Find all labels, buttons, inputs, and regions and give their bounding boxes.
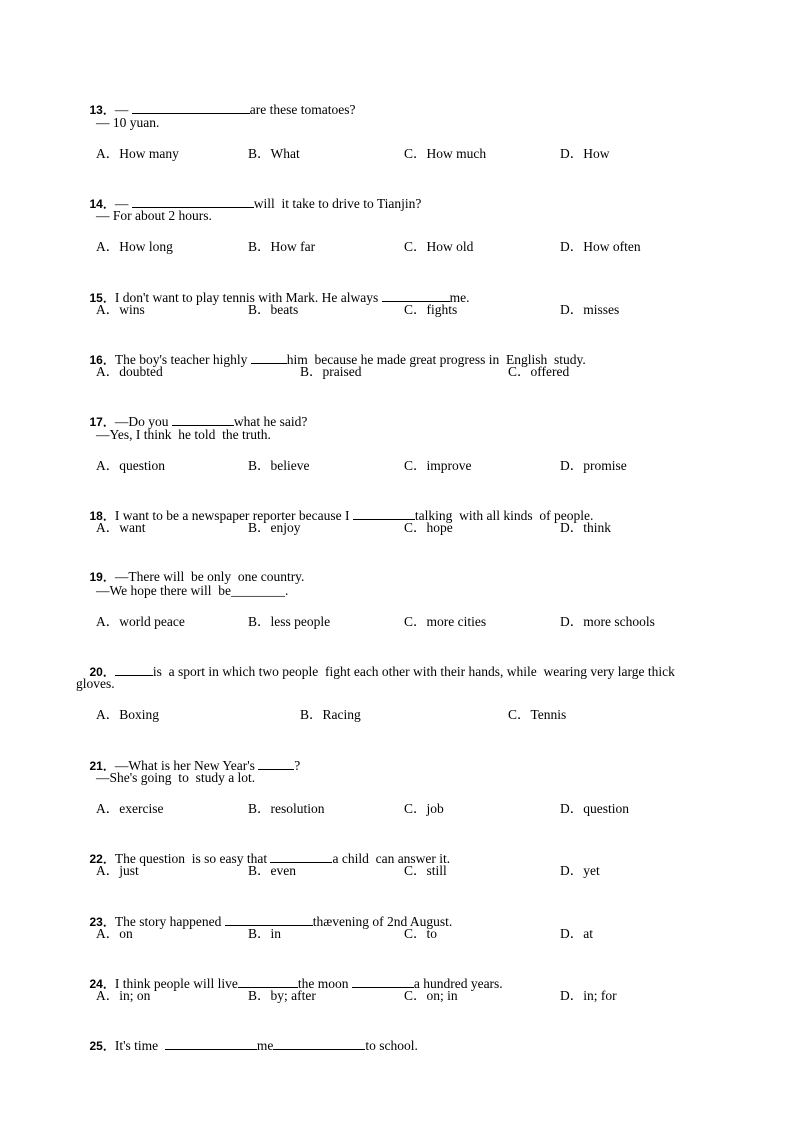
option-c[interactable]: C．How much — [404, 146, 487, 161]
option-c[interactable]: C．on; in — [404, 988, 458, 1003]
question-text: what he said? — [233, 414, 308, 429]
dialogue-line: —She's going to study a lot. — [96, 770, 256, 785]
answer-blank[interactable] — [165, 1036, 257, 1050]
option-c[interactable]: C．fights — [404, 302, 458, 317]
option-a[interactable]: A．world peace — [96, 614, 185, 629]
answer-blank-2[interactable] — [273, 1036, 365, 1050]
option-b[interactable]: B．praised — [300, 364, 362, 379]
option-c[interactable]: C．more cities — [404, 614, 487, 629]
answer-blank-2[interactable] — [352, 974, 414, 988]
option-a[interactable]: A．doubted — [96, 364, 163, 379]
option-b[interactable]: B．What — [248, 146, 300, 161]
question-25 — [76, 1018, 418, 1073]
question-number: 24． — [89, 977, 115, 991]
answer-blank[interactable] — [115, 662, 153, 676]
option-b[interactable]: B．by; after — [248, 988, 316, 1003]
option-d[interactable]: D．think — [560, 520, 612, 535]
question-text: a hundred years. — [413, 976, 503, 991]
option-c[interactable]: C．hope — [404, 520, 453, 535]
option-c[interactable]: C．improve — [404, 458, 472, 473]
option-c[interactable]: C．offered — [508, 364, 570, 379]
question-text: are these tomatoes? — [249, 102, 356, 117]
option-a[interactable]: A．in; on — [96, 988, 151, 1003]
question-number: 19． — [89, 570, 115, 584]
option-c[interactable]: C．job — [404, 801, 444, 816]
option-a[interactable]: A．How many — [96, 146, 179, 161]
option-b[interactable]: B．How far — [248, 239, 316, 254]
option-d[interactable]: D．How often — [560, 239, 641, 254]
option-b[interactable]: B．enjoy — [248, 520, 301, 535]
option-b[interactable]: B．Racing — [300, 707, 361, 722]
option-d[interactable]: D．How — [560, 146, 610, 161]
question-text: me. — [449, 290, 470, 305]
option-b[interactable]: B．less people — [248, 614, 331, 629]
question-text: him because he made great progress in English study. — [286, 352, 586, 367]
answer-blank[interactable] — [132, 100, 250, 114]
question-20 — [76, 644, 675, 699]
question-text: I think people will live — [114, 976, 238, 991]
question-text: me — [256, 1038, 274, 1053]
option-d[interactable]: D．promise — [560, 458, 627, 473]
question-text: —Do you — [114, 414, 172, 429]
option-a[interactable]: A．question — [96, 458, 165, 473]
option-d[interactable]: D．at — [560, 926, 593, 941]
option-b[interactable]: B．in — [248, 926, 282, 941]
question-text: — — [114, 102, 132, 117]
question-number: 15． — [89, 291, 115, 305]
option-a[interactable]: A．on — [96, 926, 133, 941]
question-text: ? — [294, 758, 301, 773]
question-number: 16． — [89, 353, 115, 367]
question-text: I don't want to play tennis with Mark. He always — [114, 290, 382, 305]
option-b[interactable]: B．even — [248, 863, 296, 878]
question-text-continued: gloves. — [76, 676, 115, 691]
option-d[interactable]: D．in; for — [560, 988, 617, 1003]
answer-blank[interactable] — [238, 974, 298, 988]
question-text: — — [114, 196, 132, 211]
question-text: It's time — [114, 1038, 165, 1053]
question-text: thævening of 2nd August. — [312, 914, 453, 929]
question-text: to school. — [365, 1038, 418, 1053]
question-number: 23． — [89, 915, 115, 929]
option-a[interactable]: A．want — [96, 520, 146, 535]
option-c[interactable]: C．How old — [404, 239, 474, 254]
question-text: talking with all kinds of people. — [414, 508, 594, 523]
option-a[interactable]: A．Boxing — [96, 707, 160, 722]
question-text: The story happened — [114, 914, 225, 929]
question-text: I want to be a newspaper reporter because I — [114, 508, 353, 523]
answer-blank[interactable] — [258, 756, 294, 770]
answer-blank[interactable] — [172, 412, 234, 426]
question-text: The question is so easy that — [114, 851, 271, 866]
answer-blank[interactable] — [251, 350, 287, 364]
option-d[interactable]: D．yet — [560, 863, 600, 878]
question-18 — [76, 488, 593, 543]
answer-blank[interactable] — [132, 194, 254, 208]
option-d[interactable]: D．more schools — [560, 614, 655, 629]
question-text: will it take to drive to Tianjin? — [253, 196, 422, 211]
option-c[interactable]: C．still — [404, 863, 447, 878]
question-number: 17． — [89, 415, 115, 429]
option-b[interactable]: B．beats — [248, 302, 299, 317]
dialogue-line: —We hope there will be________. — [96, 583, 289, 598]
question-text: The boy's teacher highly — [114, 352, 251, 367]
option-b[interactable]: B．believe — [248, 458, 310, 473]
question-number: 18． — [89, 509, 115, 523]
dialogue-line: — For about 2 hours. — [96, 208, 212, 223]
answer-blank[interactable] — [225, 912, 313, 926]
option-a[interactable]: A．exercise — [96, 801, 164, 816]
option-b[interactable]: B．resolution — [248, 801, 325, 816]
option-d[interactable]: D．question — [560, 801, 629, 816]
question-number: 13． — [89, 103, 115, 117]
dialogue-line: —Yes, I think he told the truth. — [96, 427, 271, 442]
answer-blank[interactable] — [353, 506, 415, 520]
option-a[interactable]: A．How long — [96, 239, 173, 254]
question-number: 25． — [89, 1039, 115, 1053]
question-text: is a sport in which two people fight each other with their hands, while wearing very large thick — [152, 664, 675, 679]
answer-blank[interactable] — [382, 288, 450, 302]
question-number: 14． — [89, 197, 115, 211]
question-number: 20． — [89, 665, 115, 679]
question-text: a child can answer it. — [332, 851, 451, 866]
option-a[interactable]: A．wins — [96, 302, 145, 317]
option-d[interactable]: D．misses — [560, 302, 620, 317]
question-text: —There will be only one country. — [114, 569, 305, 584]
question-number: 22． — [89, 852, 115, 866]
question-number: 21． — [89, 759, 115, 773]
option-c[interactable]: C．Tennis — [508, 707, 567, 722]
option-a[interactable]: A．just — [96, 863, 139, 878]
dialogue-line: — 10 yuan. — [96, 115, 160, 130]
option-c[interactable]: C．to — [404, 926, 438, 941]
question-text: the moon — [297, 976, 352, 991]
question-text: —What is her New Year's — [114, 758, 259, 773]
answer-blank[interactable] — [270, 849, 332, 863]
